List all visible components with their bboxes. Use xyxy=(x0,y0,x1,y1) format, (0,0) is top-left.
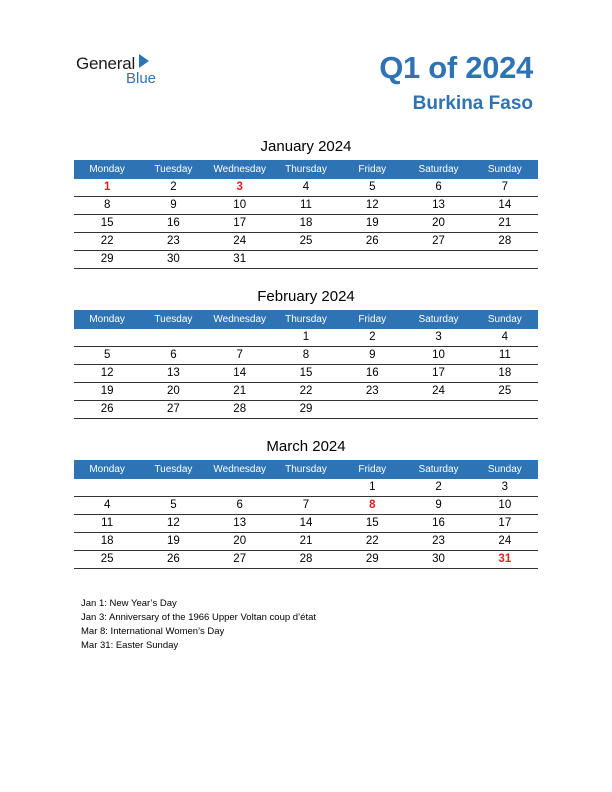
day-cell: 9 xyxy=(435,499,442,511)
weekday-label: Saturday xyxy=(418,314,459,325)
day-cell xyxy=(273,479,339,496)
weekday-label: Tuesday xyxy=(154,464,193,475)
week-row xyxy=(74,383,538,401)
weekday-label: Wednesday xyxy=(213,314,267,325)
day-cell: 12 xyxy=(365,199,379,211)
day-cell: 30 xyxy=(167,253,180,265)
day-cell: 4 xyxy=(302,181,310,193)
day-cell: 14 xyxy=(299,517,313,529)
month-march xyxy=(74,438,538,569)
logo-triangle-icon xyxy=(139,54,149,68)
week-row xyxy=(74,497,538,515)
day-cell xyxy=(472,401,538,418)
day-cell: 27 xyxy=(432,235,445,247)
day-cell: 29 xyxy=(100,253,114,265)
day-cell xyxy=(339,401,405,418)
holiday-day-cell: 31 xyxy=(498,553,512,565)
week-row xyxy=(74,347,538,365)
week-row xyxy=(74,215,538,233)
day-cell: 28 xyxy=(498,235,512,247)
week-row xyxy=(74,533,538,551)
day-cell: 6 xyxy=(435,181,442,193)
day-cell: 17 xyxy=(233,217,247,229)
day-cell: 8 xyxy=(103,199,111,211)
weekday-label: Saturday xyxy=(418,164,459,175)
day-cell xyxy=(207,479,273,496)
day-cell: 13 xyxy=(233,517,247,529)
day-cell: 28 xyxy=(299,553,313,565)
day-cell: 24 xyxy=(432,385,445,397)
day-cell: 14 xyxy=(233,367,247,379)
day-cell xyxy=(140,329,206,346)
day-cell: 13 xyxy=(167,367,180,379)
day-cell xyxy=(273,251,339,268)
weekday-label: Monday xyxy=(89,164,125,175)
month-february xyxy=(74,288,538,419)
day-cell: 6 xyxy=(236,499,243,511)
day-cell: 14 xyxy=(498,199,512,211)
day-cell xyxy=(405,251,471,268)
day-cell: 19 xyxy=(100,385,114,397)
day-cell: 22 xyxy=(365,535,379,547)
day-cell: 19 xyxy=(365,217,379,229)
day-cell: 16 xyxy=(365,367,379,379)
day-cell: 10 xyxy=(233,199,247,211)
day-cell: 4 xyxy=(501,331,509,343)
weekday-label: Wednesday xyxy=(213,464,267,475)
week-row xyxy=(74,179,538,197)
day-cell: 18 xyxy=(100,535,114,547)
day-cell: 1 xyxy=(369,481,376,493)
day-cell: 4 xyxy=(103,499,111,511)
day-cell: 2 xyxy=(435,481,442,493)
day-cell: 7 xyxy=(302,499,310,511)
week-row xyxy=(74,515,538,533)
month-title: March 2024 xyxy=(266,438,346,455)
day-cell: 5 xyxy=(170,499,177,511)
day-cell: 22 xyxy=(299,385,313,397)
day-cell: 25 xyxy=(299,235,313,247)
week-row xyxy=(74,401,538,419)
day-cell: 26 xyxy=(167,553,180,565)
day-cell: 11 xyxy=(101,517,114,529)
day-cell: 24 xyxy=(233,235,247,247)
day-cell: 10 xyxy=(432,349,445,361)
day-cell: 26 xyxy=(100,403,114,415)
holiday-notes xyxy=(81,597,316,653)
week-row xyxy=(74,251,538,269)
day-cell: 23 xyxy=(167,235,180,247)
day-cell: 11 xyxy=(300,199,312,211)
day-cell: 11 xyxy=(498,349,511,361)
weekday-label: Tuesday xyxy=(154,314,193,325)
day-cell: 30 xyxy=(432,553,445,565)
day-cell: 21 xyxy=(498,217,512,229)
day-cell: 12 xyxy=(100,367,114,379)
day-cell: 2 xyxy=(170,181,177,193)
day-cell: 16 xyxy=(167,217,180,229)
generalblue-logo xyxy=(76,52,176,88)
day-cell: 15 xyxy=(365,517,379,529)
month-january xyxy=(74,138,538,269)
weekday-label: Thursday xyxy=(285,164,327,175)
weekday-label: Friday xyxy=(358,314,387,325)
holiday-note: Jan 3: Anniversary of the 1966 Upper Voltan coup d’état xyxy=(81,612,317,623)
holiday-day-cell: 3 xyxy=(236,181,243,193)
day-cell: 27 xyxy=(167,403,180,415)
day-cell: 31 xyxy=(233,253,247,265)
day-cell: 26 xyxy=(365,235,379,247)
day-cell: 5 xyxy=(103,349,111,361)
day-cell: 5 xyxy=(369,181,376,193)
week-row xyxy=(74,329,538,347)
weekday-label: Friday xyxy=(358,464,387,475)
day-cell: 17 xyxy=(498,517,512,529)
day-cell: 13 xyxy=(432,199,445,211)
day-cell xyxy=(405,401,471,418)
day-cell xyxy=(140,479,206,496)
day-cell: 10 xyxy=(498,499,512,511)
day-cell: 20 xyxy=(432,217,445,229)
week-row xyxy=(74,479,538,497)
weekday-header xyxy=(74,460,538,479)
holiday-day-cell: 8 xyxy=(369,499,376,511)
day-cell: 23 xyxy=(365,385,379,397)
weekday-label: Sunday xyxy=(487,464,522,475)
weekday-label: Tuesday xyxy=(154,164,193,175)
weekday-label: Monday xyxy=(89,314,125,325)
holiday-note: Mar 31: Easter Sunday xyxy=(81,640,179,651)
day-cell: 8 xyxy=(302,349,310,361)
day-cell: 6 xyxy=(170,349,177,361)
day-cell: 12 xyxy=(167,517,180,529)
country-name: Burkina Faso xyxy=(412,93,533,114)
weekday-label: Sunday xyxy=(487,164,522,175)
weekday-label: Monday xyxy=(89,464,125,475)
day-cell: 15 xyxy=(100,217,114,229)
week-row xyxy=(74,197,538,215)
day-cell: 25 xyxy=(498,385,512,397)
holiday-note: Mar 8: International Women’s Day xyxy=(81,626,225,637)
day-cell: 7 xyxy=(501,181,509,193)
day-cell: 3 xyxy=(501,481,509,493)
weekday-label: Friday xyxy=(358,164,387,175)
day-cell xyxy=(74,329,140,346)
day-cell: 21 xyxy=(299,535,313,547)
weekday-label: Wednesday xyxy=(213,164,267,175)
day-cell xyxy=(207,329,273,346)
day-cell xyxy=(472,251,538,268)
week-row xyxy=(74,233,538,251)
day-cell: 9 xyxy=(170,199,177,211)
day-cell: 2 xyxy=(369,331,376,343)
month-title: February 2024 xyxy=(257,288,355,305)
day-cell: 18 xyxy=(498,367,512,379)
day-cell: 20 xyxy=(233,535,247,547)
day-cell: 19 xyxy=(167,535,180,547)
logo-text-blue: Blue xyxy=(126,70,157,87)
page-title: Q1 of 2024 xyxy=(379,50,533,85)
day-cell: 28 xyxy=(233,403,247,415)
day-cell: 29 xyxy=(299,403,313,415)
month-title: January 2024 xyxy=(260,138,352,155)
day-cell: 15 xyxy=(299,367,313,379)
day-cell: 20 xyxy=(167,385,180,397)
day-cell: 18 xyxy=(299,217,313,229)
holiday-day-cell: 1 xyxy=(103,181,111,193)
weekday-label: Sunday xyxy=(487,314,522,325)
day-cell: 27 xyxy=(233,553,247,565)
day-cell: 1 xyxy=(302,331,310,343)
day-cell xyxy=(74,479,140,496)
logo-text-general: General xyxy=(76,54,136,73)
week-row xyxy=(74,551,538,569)
day-cell: 29 xyxy=(365,553,379,565)
day-cell xyxy=(339,251,405,268)
day-cell: 21 xyxy=(233,385,247,397)
day-cell: 3 xyxy=(435,331,442,343)
weekday-header xyxy=(74,310,538,329)
weekday-header xyxy=(74,160,538,179)
day-cell: 9 xyxy=(369,349,376,361)
day-cell: 16 xyxy=(432,517,445,529)
day-cell: 17 xyxy=(432,367,445,379)
weekday-label: Thursday xyxy=(285,314,327,325)
day-cell: 24 xyxy=(498,535,512,547)
day-cell: 25 xyxy=(100,553,114,565)
week-row xyxy=(74,365,538,383)
day-cell: 23 xyxy=(432,535,445,547)
day-cell: 22 xyxy=(100,235,114,247)
day-cell: 7 xyxy=(236,349,243,361)
holiday-note: Jan 1: New Year’s Day xyxy=(81,598,177,609)
weekday-label: Saturday xyxy=(418,464,459,475)
weekday-label: Thursday xyxy=(285,464,327,475)
